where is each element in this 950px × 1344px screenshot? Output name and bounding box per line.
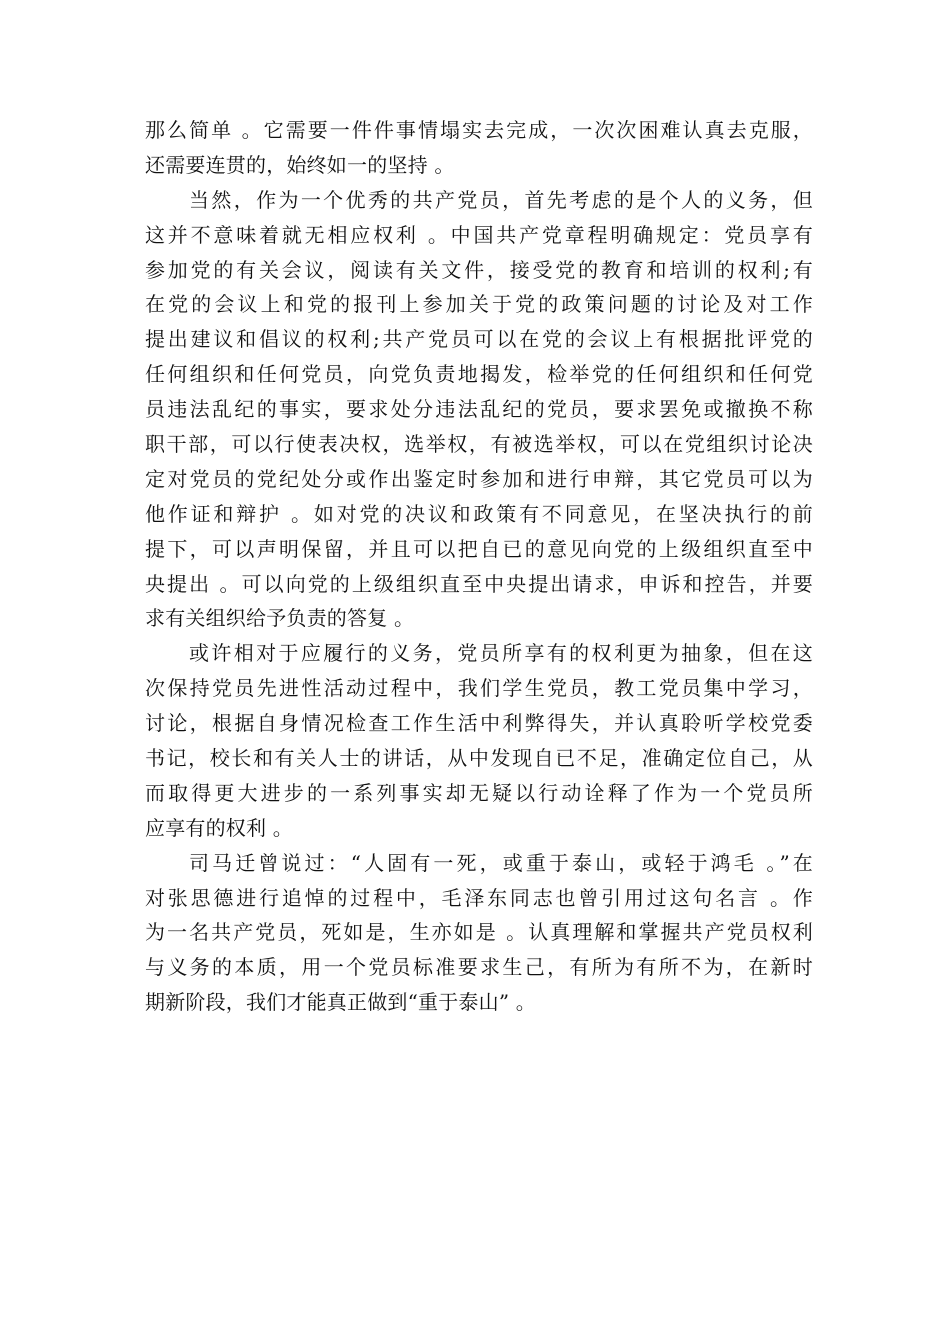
text-line: 在党的会议上和党的报刊上参加关于党的政策问题的讨论及对工作 xyxy=(145,292,813,317)
text-line: 提出建议和倡议的权利;共产党员可以在党的会议上有根据批评党的 xyxy=(145,327,813,352)
text-line: 而取得更大进步的一系列事实却无疑以行动诠释了作为一个党员所 xyxy=(145,780,813,805)
text-line: 提下，可以声明保留，并且可以把自已的意见向党的上级组织直至中 xyxy=(145,536,813,561)
text-line: 定对党员的党纪处分或作出鉴定时参加和进行申辩，其它党员可以为 xyxy=(145,466,813,491)
text-line: 还需要连贯的，始终如一的坚持 。 xyxy=(145,152,455,177)
text-line: 与义务的本质，用一个党员标准要求生己，有所为有所不为，在新时 xyxy=(145,955,813,980)
text-line: 任何组织和任何党员，向党负责地揭发，检举党的任何组织和任何党 xyxy=(145,362,813,387)
text-line: 司马迁曾说过：“人固有一死，或重于泰山，或轻于鸿毛 。”在 xyxy=(189,850,813,875)
text-line: 应享有的权利 。 xyxy=(145,815,293,840)
text-line: 他作证和辩护 。如对党的决议和政策有不同意见，在坚决执行的前 xyxy=(145,501,813,526)
text-line: 书记，校长和有关人士的讲话，从中发现自已不足，准确定位自己，从 xyxy=(145,746,813,771)
text-line: 这并不意味着就无相应权利 。中国共产党章程明确规定：党员享有 xyxy=(145,222,813,247)
text-line: 职干部，可以行使表决权，选举权，有被选举权，可以在党组织讨论决 xyxy=(145,432,813,457)
text-line: 对张思德进行追悼的过程中，毛泽东同志也曾引用过这句名言 。作 xyxy=(145,885,813,910)
text-line: 员违法乱纪的事实，要求处分违法乱纪的党员，要求罢免或撤换不称 xyxy=(145,397,813,422)
text-line: 那么简单 。它需要一件件事情塌实去完成，一次次困难认真去克服， xyxy=(145,118,813,142)
text-line: 或许相对于应履行的义务，党员所享有的权利更为抽象，但在这 xyxy=(189,641,813,666)
text-line: 为一名共产党员，死如是，生亦如是 。认真理解和掌握共产党员权利 xyxy=(145,920,813,945)
text-line: 求有关组织给予负责的答复 。 xyxy=(145,606,415,631)
text-line: 次保持党员先进性活动过程中，我们学生党员，教工党员集中学习， xyxy=(145,676,813,701)
text-line: 央提出 。可以向党的上级组织直至中央提出请求，申诉和控告，并要 xyxy=(145,571,813,596)
text-line: 讨论，根据自身情况检查工作生活中利弊得失，并认真聆听学校党委 xyxy=(145,711,813,736)
text-line: 期新阶段，我们才能真正做到“重于泰山” 。 xyxy=(145,990,537,1015)
text-line: 参加党的有关会议，阅读有关文件，接受党的教育和培训的权利;有 xyxy=(145,257,813,282)
document-body xyxy=(145,113,813,1020)
text-line: 当然，作为一个优秀的共产党员，首先考虑的是个人的义务，但 xyxy=(189,187,813,212)
